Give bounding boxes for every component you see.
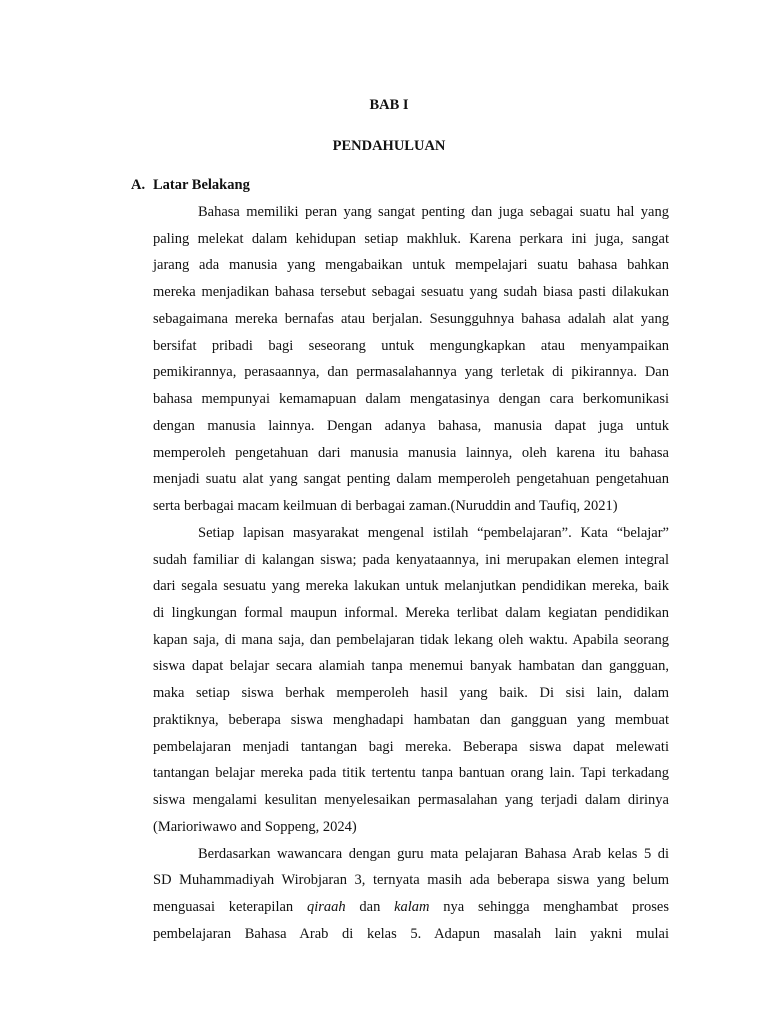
paragraph-2-line-5: kapan saja, di mana saja, dan pembelajaran tidak lekang oleh waktu. Apabila seorang — [153, 631, 669, 648]
paragraph-1-line-4: mereka menjadikan bahasa tersebut sebagai sesuatu yang sudah biasa pasti dilakukan — [153, 284, 669, 301]
section-letter: A. — [131, 177, 146, 193]
paragraph-1-line-1: Bahasa memiliki peran yang sangat penting dan juga sebagai suatu hal yang — [198, 204, 669, 220]
paragraph-2-line-9: pembelajaran menjadi tantangan bagi mereka. Beberapa siswa dapat melewati — [153, 738, 669, 755]
paragraph-1-line-5: sebagaimana mereka bernafas atau berjalan. Sesungguhnya bahasa adalah alat yang — [153, 310, 669, 327]
paragraph-2-line-8: praktiknya, beberapa siswa menghadapi hambatan dan gangguan yang membuat — [153, 711, 669, 728]
paragraph-1-line-9: dengan manusia lainnya. Dengan adanya bahasa, manusia dapat juga untuk — [153, 417, 669, 434]
paragraph-3-line-1: Berdasarkan wawancara dengan guru mata pelajaran Bahasa Arab kelas 5 di — [198, 845, 669, 862]
paragraph-3-line-3 — [153, 897, 669, 924]
paragraph-3-line-4: pembelajaran Bahasa Arab di kelas 5. Adapun masalah lain yakni mulai — [153, 925, 669, 942]
paragraph-1-line-12: serta berbagai macam keilmuan di berbagai zaman.(Nuruddin and Taufiq, 2021) — [153, 498, 618, 515]
paragraph-3-line-2: SD Muhammadiyah Wirobjaran 3, ternyata masih ada beberapa siswa yang belum — [153, 872, 669, 889]
paragraph-1-line-2: paling melekat dalam kehidupan setiap makhluk. Karena perkara ini juga, sangat — [153, 230, 669, 247]
paragraph-2-line-2: sudah familiar di kalangan siswa; pada kenyataannya, ini merupakan elemen integral — [153, 551, 669, 568]
line-3-text-post: nya sehingga menghambat proses — [443, 899, 670, 916]
paragraph-2-line-12: (Marioriwawo and Soppeng, 2024) — [153, 818, 357, 835]
paragraph-2-line-7: maka setiap siswa berhak memperoleh hasil yang baik. Di sisi lain, dalam — [153, 685, 669, 702]
body-text — [153, 202, 669, 951]
paragraph-2-line-10: tantangan belajar mereka pada titik tertentu tanpa bantuan orang lain. Tapi terkadang — [153, 765, 669, 782]
paragraph-1-line-10: memperoleh pengetahuan dari manusia manusia lainnya, oleh karena itu bahasa — [153, 444, 669, 461]
chapter-number: BAB I — [369, 97, 409, 113]
section-title: Latar Belakang — [153, 177, 250, 193]
paragraph-1-line-3: jarang ada manusia yang mengabaikan untuk mempelajari suatu bahasa bahkan — [153, 257, 669, 274]
paragraph-1-line-6: bersifat pribadi bagi seseorang untuk mengungkapkan atau menyampaikan — [153, 337, 669, 354]
paragraph-2-line-4: di lingkungan formal maupun informal. Mereka terlibat dalam kegiatan pendidikan — [153, 605, 669, 622]
paragraph-1-line-7: pemikirannya, perasaannya, dan permasalahannya yang terletak di pikirannya. Dan — [153, 364, 669, 381]
paragraph-2-line-1: Setiap lapisan masyarakat mengenal istilah “pembelajaran”. Kata “belajar” — [198, 524, 669, 541]
italic-term-qiraah: qiraah — [306, 899, 346, 916]
chapter-title: PENDAHULUAN — [332, 138, 446, 154]
paragraph-2-line-6: siswa dapat belajar secara alamiah tanpa menemui banyak hambatan dan gangguan, — [153, 658, 669, 675]
italic-term-kalam: kalam — [394, 899, 430, 916]
paragraph-1-line-11: menjadi suatu alat yang sangat penting dalam memperoleh pengetahuan pengetahuan — [153, 471, 669, 488]
paragraph-2-line-3: dari segala sesuatu yang mereka lakukan untuk melanjutkan pendidikan mereka, baik — [153, 578, 669, 595]
paragraph-2-line-11: siswa mengalami kesulitan menyelesaikan permasalahan yang terjadi dalam dirinya — [153, 792, 669, 809]
paragraph-1-line-8: bahasa mempunyai kemamapuan dalam mengatasinya dengan cara berkomunikasi — [153, 391, 669, 408]
section-heading — [131, 175, 250, 195]
line-3-text-mid: dan — [359, 899, 381, 916]
line-3-text-pre: menguasai keterapilan — [153, 899, 294, 916]
